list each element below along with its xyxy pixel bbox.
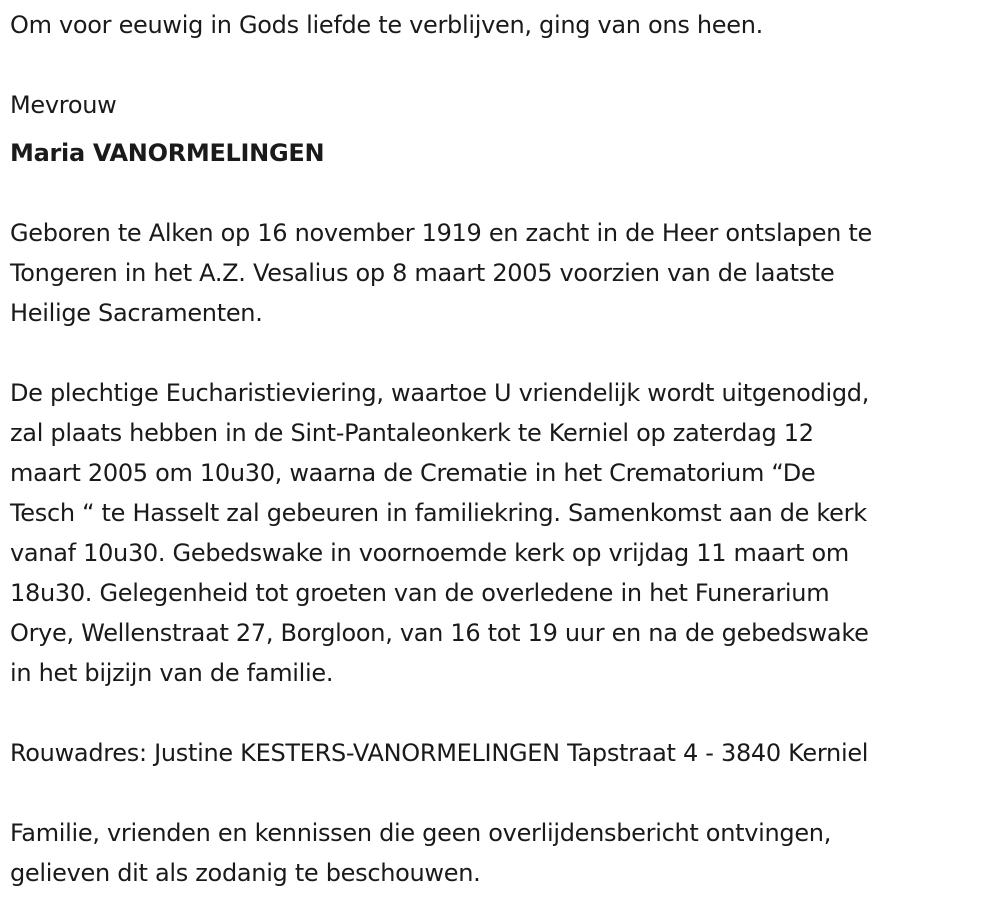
paragraph-line: 18u30. Gelegenheid tot groeten van de overledene in het Funerarium	[10, 579, 830, 607]
service-paragraph	[10, 373, 995, 693]
obituary-document	[10, 0, 995, 893]
paragraph-line: in het bijzijn van de familie.	[10, 659, 334, 687]
deceased-name: Maria VANORMELINGEN	[10, 139, 325, 167]
salutation: Mevrouw	[10, 91, 117, 119]
paragraph-line: zal plaats hebben in de Sint-Pantaleonkerk te Kerniel op zaterdag 12	[10, 419, 814, 447]
paragraph-line: Tesch “ te Hasselt zal gebeuren in familiekring. Samenkomst aan de kerk	[10, 499, 867, 527]
paragraph-line: De plechtige Eucharistieviering, waartoe U vriendelijk wordt uitgenodigd,	[10, 379, 870, 407]
paragraph-line: Geboren te Alken op 16 november 1919 en zacht in de Heer ontslapen te	[10, 219, 872, 247]
mourning-address: Rouwadres: Justine KESTERS-VANORMELINGEN Tapstraat 4 - 3840 Kerniel	[10, 739, 869, 767]
paragraph-line: maart 2005 om 10u30, waarna de Crematie in het Crematorium “De	[10, 459, 816, 487]
paragraph-line: Orye, Wellenstraat 27, Borgloon, van 16 tot 19 uur en na de gebedswake	[10, 619, 869, 647]
paragraph-line: vanaf 10u30. Gebedswake in voornoemde kerk op vrijdag 11 maart om	[10, 539, 849, 567]
paragraph-line: Familie, vrienden en kennissen die geen overlijdensbericht ontvingen,	[10, 819, 832, 847]
paragraph-line: Heilige Sacramenten.	[10, 299, 263, 327]
closing-paragraph	[10, 813, 995, 893]
paragraph-line: Tongeren in het A.Z. Vesalius op 8 maart 2005 voorzien van de laatste	[10, 259, 835, 287]
birth-paragraph	[10, 213, 995, 333]
intro-text: Om voor eeuwig in Gods liefde te verblijven, ging van ons heen.	[10, 11, 763, 39]
paragraph-line: gelieven dit als zodanig te beschouwen.	[10, 859, 481, 887]
